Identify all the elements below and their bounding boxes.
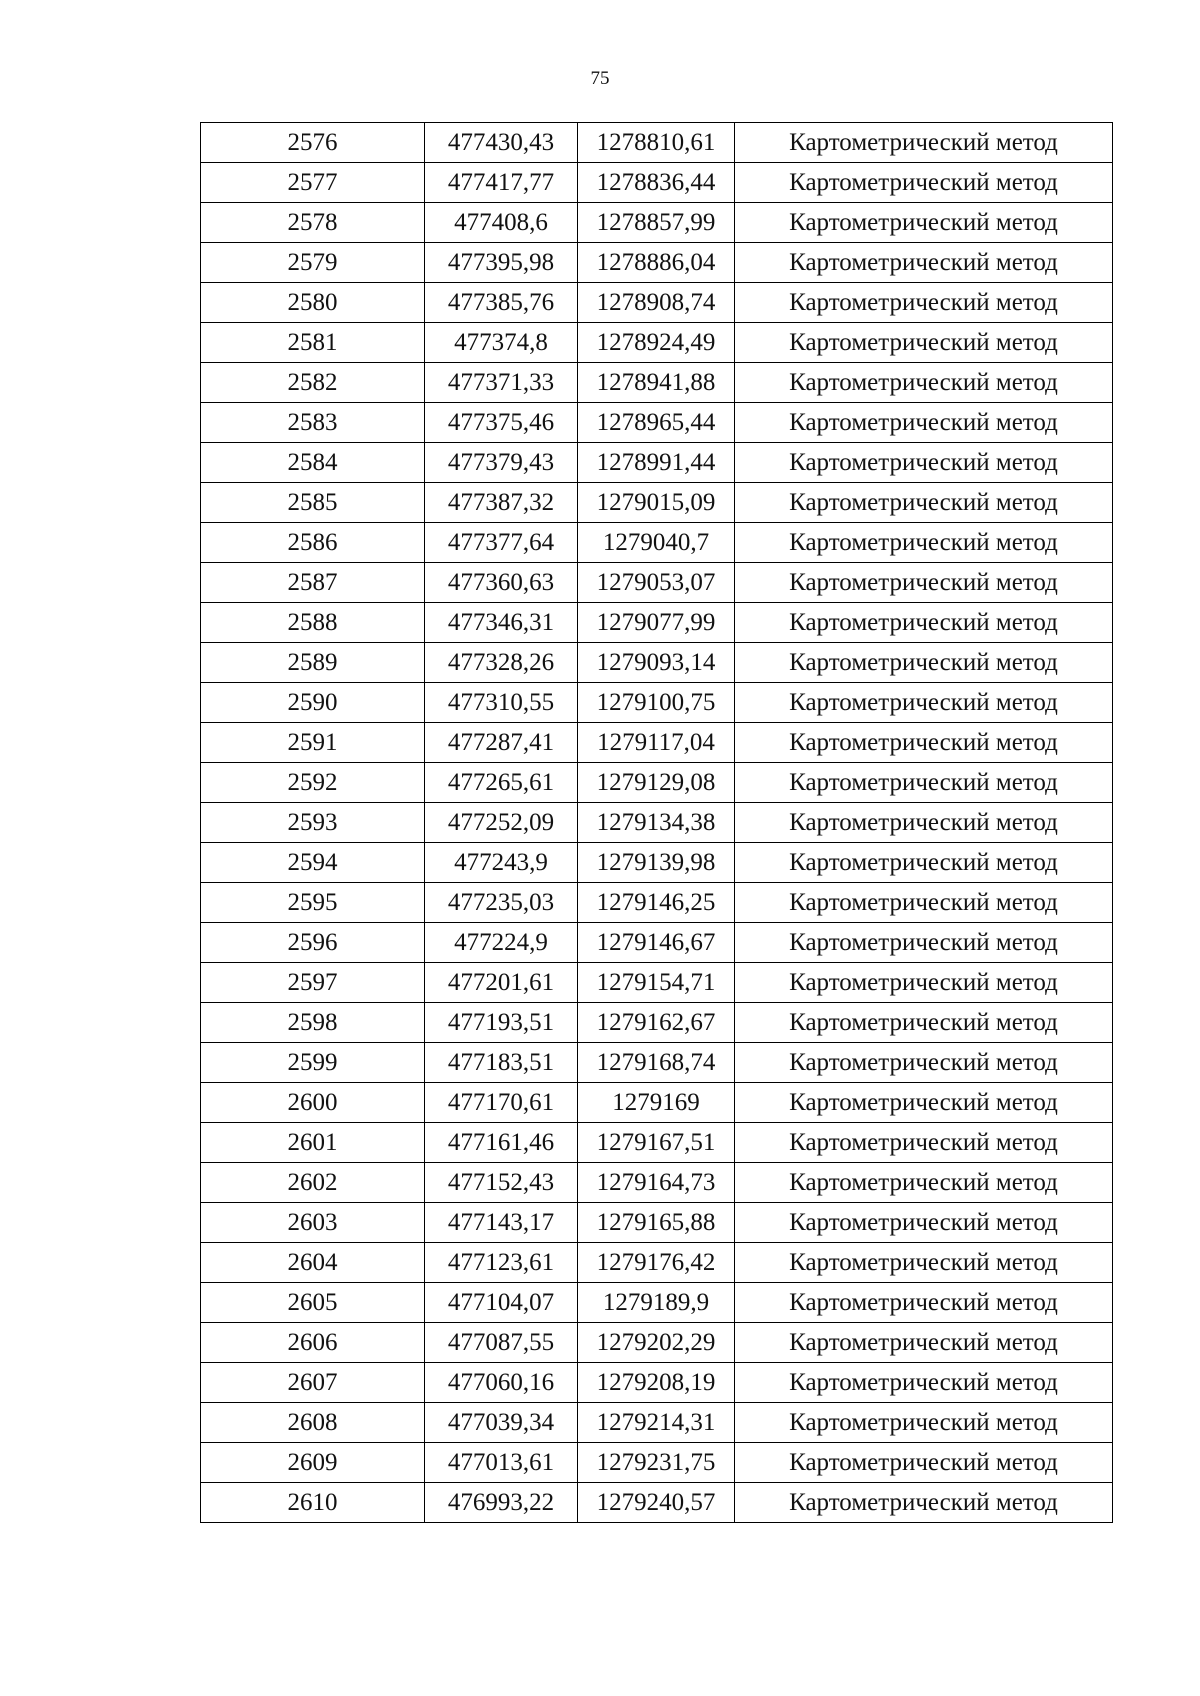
method-cell: Картометрический метод bbox=[735, 283, 1113, 323]
point-number-cell: 2604 bbox=[201, 1243, 425, 1283]
table-row bbox=[201, 483, 1113, 523]
y-coordinate-cell: 1279146,67 bbox=[578, 923, 735, 963]
table-row bbox=[201, 1043, 1113, 1083]
method-cell: Картометрический метод bbox=[735, 443, 1113, 483]
point-number-cell: 2591 bbox=[201, 723, 425, 763]
table-row bbox=[201, 1363, 1113, 1403]
point-number-cell: 2600 bbox=[201, 1083, 425, 1123]
point-number-cell: 2594 bbox=[201, 843, 425, 883]
table-row bbox=[201, 883, 1113, 923]
point-number-cell: 2601 bbox=[201, 1123, 425, 1163]
method-cell: Картометрический метод bbox=[735, 1403, 1113, 1443]
method-cell: Картометрический метод bbox=[735, 1163, 1113, 1203]
x-coordinate-cell: 477060,16 bbox=[425, 1363, 578, 1403]
y-coordinate-cell: 1279240,57 bbox=[578, 1483, 735, 1523]
y-coordinate-cell: 1279015,09 bbox=[578, 483, 735, 523]
method-cell: Картометрический метод bbox=[735, 643, 1113, 683]
point-number-cell: 2583 bbox=[201, 403, 425, 443]
method-cell: Картометрический метод bbox=[735, 1243, 1113, 1283]
point-number-cell: 2593 bbox=[201, 803, 425, 843]
table-row bbox=[201, 363, 1113, 403]
point-number-cell: 2582 bbox=[201, 363, 425, 403]
y-coordinate-cell: 1279134,38 bbox=[578, 803, 735, 843]
y-coordinate-cell: 1279214,31 bbox=[578, 1403, 735, 1443]
method-cell: Картометрический метод bbox=[735, 323, 1113, 363]
x-coordinate-cell: 477170,61 bbox=[425, 1083, 578, 1123]
y-coordinate-cell: 1279162,67 bbox=[578, 1003, 735, 1043]
method-cell: Картометрический метод bbox=[735, 963, 1113, 1003]
table-row bbox=[201, 643, 1113, 683]
method-cell: Картометрический метод bbox=[735, 243, 1113, 283]
x-coordinate-cell: 477193,51 bbox=[425, 1003, 578, 1043]
table-row bbox=[201, 1203, 1113, 1243]
method-cell: Картометрический метод bbox=[735, 1323, 1113, 1363]
y-coordinate-cell: 1279117,04 bbox=[578, 723, 735, 763]
table-row bbox=[201, 163, 1113, 203]
y-coordinate-cell: 1278836,44 bbox=[578, 163, 735, 203]
method-cell: Картометрический метод bbox=[735, 763, 1113, 803]
table-row bbox=[201, 843, 1113, 883]
x-coordinate-cell: 477360,63 bbox=[425, 563, 578, 603]
table-row bbox=[201, 1003, 1113, 1043]
table-row bbox=[201, 763, 1113, 803]
y-coordinate-cell: 1279093,14 bbox=[578, 643, 735, 683]
y-coordinate-cell: 1278941,88 bbox=[578, 363, 735, 403]
y-coordinate-cell: 1278886,04 bbox=[578, 243, 735, 283]
y-coordinate-cell: 1279053,07 bbox=[578, 563, 735, 603]
table-row bbox=[201, 723, 1113, 763]
x-coordinate-cell: 477087,55 bbox=[425, 1323, 578, 1363]
method-cell: Картометрический метод bbox=[735, 803, 1113, 843]
method-cell: Картометрический метод bbox=[735, 1483, 1113, 1523]
point-number-cell: 2584 bbox=[201, 443, 425, 483]
table-row bbox=[201, 1443, 1113, 1483]
point-number-cell: 2609 bbox=[201, 1443, 425, 1483]
y-coordinate-cell: 1279176,42 bbox=[578, 1243, 735, 1283]
method-cell: Картометрический метод bbox=[735, 363, 1113, 403]
table-row bbox=[201, 683, 1113, 723]
x-coordinate-cell: 477265,61 bbox=[425, 763, 578, 803]
table-row bbox=[201, 403, 1113, 443]
point-number-cell: 2577 bbox=[201, 163, 425, 203]
method-cell: Картометрический метод bbox=[735, 1203, 1113, 1243]
point-number-cell: 2588 bbox=[201, 603, 425, 643]
table-row bbox=[201, 803, 1113, 843]
x-coordinate-cell: 477243,9 bbox=[425, 843, 578, 883]
method-cell: Картометрический метод bbox=[735, 923, 1113, 963]
x-coordinate-cell: 477183,51 bbox=[425, 1043, 578, 1083]
x-coordinate-cell: 477379,43 bbox=[425, 443, 578, 483]
y-coordinate-cell: 1278908,74 bbox=[578, 283, 735, 323]
table-row bbox=[201, 523, 1113, 563]
method-cell: Картометрический метод bbox=[735, 883, 1113, 923]
y-coordinate-cell: 1279146,25 bbox=[578, 883, 735, 923]
y-coordinate-cell: 1278857,99 bbox=[578, 203, 735, 243]
x-coordinate-cell: 477385,76 bbox=[425, 283, 578, 323]
x-coordinate-cell: 476993,22 bbox=[425, 1483, 578, 1523]
point-number-cell: 2586 bbox=[201, 523, 425, 563]
point-number-cell: 2595 bbox=[201, 883, 425, 923]
method-cell: Картометрический метод bbox=[735, 1123, 1113, 1163]
x-coordinate-cell: 477346,31 bbox=[425, 603, 578, 643]
point-number-cell: 2605 bbox=[201, 1283, 425, 1323]
table-row bbox=[201, 203, 1113, 243]
x-coordinate-cell: 477430,43 bbox=[425, 123, 578, 163]
table-row bbox=[201, 1283, 1113, 1323]
point-number-cell: 2610 bbox=[201, 1483, 425, 1523]
method-cell: Картометрический метод bbox=[735, 1443, 1113, 1483]
point-number-cell: 2598 bbox=[201, 1003, 425, 1043]
point-number-cell: 2576 bbox=[201, 123, 425, 163]
table-row bbox=[201, 923, 1113, 963]
x-coordinate-cell: 477287,41 bbox=[425, 723, 578, 763]
y-coordinate-cell: 1279165,88 bbox=[578, 1203, 735, 1243]
y-coordinate-cell: 1279169 bbox=[578, 1083, 735, 1123]
table-row bbox=[201, 1323, 1113, 1363]
point-number-cell: 2606 bbox=[201, 1323, 425, 1363]
x-coordinate-cell: 477374,8 bbox=[425, 323, 578, 363]
x-coordinate-cell: 477387,32 bbox=[425, 483, 578, 523]
x-coordinate-cell: 477039,34 bbox=[425, 1403, 578, 1443]
table-row bbox=[201, 563, 1113, 603]
point-number-cell: 2592 bbox=[201, 763, 425, 803]
table-row bbox=[201, 123, 1113, 163]
x-coordinate-cell: 477377,64 bbox=[425, 523, 578, 563]
method-cell: Картометрический метод bbox=[735, 523, 1113, 563]
point-number-cell: 2580 bbox=[201, 283, 425, 323]
x-coordinate-cell: 477417,77 bbox=[425, 163, 578, 203]
table-row bbox=[201, 323, 1113, 363]
method-cell: Картометрический метод bbox=[735, 1283, 1113, 1323]
y-coordinate-cell: 1279100,75 bbox=[578, 683, 735, 723]
point-number-cell: 2603 bbox=[201, 1203, 425, 1243]
point-number-cell: 2599 bbox=[201, 1043, 425, 1083]
method-cell: Картометрический метод bbox=[735, 163, 1113, 203]
method-cell: Картометрический метод bbox=[735, 123, 1113, 163]
x-coordinate-cell: 477152,43 bbox=[425, 1163, 578, 1203]
y-coordinate-cell: 1278991,44 bbox=[578, 443, 735, 483]
table-row bbox=[201, 283, 1113, 323]
method-cell: Картометрический метод bbox=[735, 843, 1113, 883]
x-coordinate-cell: 477143,17 bbox=[425, 1203, 578, 1243]
x-coordinate-cell: 477235,03 bbox=[425, 883, 578, 923]
coordinates-table bbox=[200, 122, 1113, 1523]
method-cell: Картометрический метод bbox=[735, 1003, 1113, 1043]
table-row bbox=[201, 1403, 1113, 1443]
y-coordinate-cell: 1279040,7 bbox=[578, 523, 735, 563]
point-number-cell: 2589 bbox=[201, 643, 425, 683]
table-row bbox=[201, 1123, 1113, 1163]
method-cell: Картометрический метод bbox=[735, 683, 1113, 723]
x-coordinate-cell: 477161,46 bbox=[425, 1123, 578, 1163]
point-number-cell: 2585 bbox=[201, 483, 425, 523]
y-coordinate-cell: 1278924,49 bbox=[578, 323, 735, 363]
method-cell: Картометрический метод bbox=[735, 1043, 1113, 1083]
method-cell: Картометрический метод bbox=[735, 563, 1113, 603]
x-coordinate-cell: 477123,61 bbox=[425, 1243, 578, 1283]
table-row bbox=[201, 243, 1113, 283]
method-cell: Картометрический метод bbox=[735, 483, 1113, 523]
x-coordinate-cell: 477408,6 bbox=[425, 203, 578, 243]
x-coordinate-cell: 477201,61 bbox=[425, 963, 578, 1003]
point-number-cell: 2581 bbox=[201, 323, 425, 363]
y-coordinate-cell: 1279231,75 bbox=[578, 1443, 735, 1483]
table-row bbox=[201, 1483, 1113, 1523]
y-coordinate-cell: 1279168,74 bbox=[578, 1043, 735, 1083]
point-number-cell: 2596 bbox=[201, 923, 425, 963]
method-cell: Картометрический метод bbox=[735, 1083, 1113, 1123]
y-coordinate-cell: 1279154,71 bbox=[578, 963, 735, 1003]
y-coordinate-cell: 1279129,08 bbox=[578, 763, 735, 803]
y-coordinate-cell: 1279139,98 bbox=[578, 843, 735, 883]
x-coordinate-cell: 477013,61 bbox=[425, 1443, 578, 1483]
table-row bbox=[201, 1083, 1113, 1123]
y-coordinate-cell: 1279164,73 bbox=[578, 1163, 735, 1203]
y-coordinate-cell: 1278965,44 bbox=[578, 403, 735, 443]
method-cell: Картометрический метод bbox=[735, 403, 1113, 443]
y-coordinate-cell: 1278810,61 bbox=[578, 123, 735, 163]
x-coordinate-cell: 477224,9 bbox=[425, 923, 578, 963]
y-coordinate-cell: 1279077,99 bbox=[578, 603, 735, 643]
method-cell: Картометрический метод bbox=[735, 603, 1113, 643]
table-row bbox=[201, 963, 1113, 1003]
y-coordinate-cell: 1279208,19 bbox=[578, 1363, 735, 1403]
x-coordinate-cell: 477395,98 bbox=[425, 243, 578, 283]
table-row bbox=[201, 443, 1113, 483]
y-coordinate-cell: 1279202,29 bbox=[578, 1323, 735, 1363]
y-coordinate-cell: 1279189,9 bbox=[578, 1283, 735, 1323]
x-coordinate-cell: 477328,26 bbox=[425, 643, 578, 683]
x-coordinate-cell: 477371,33 bbox=[425, 363, 578, 403]
x-coordinate-cell: 477310,55 bbox=[425, 683, 578, 723]
point-number-cell: 2579 bbox=[201, 243, 425, 283]
y-coordinate-cell: 1279167,51 bbox=[578, 1123, 735, 1163]
table-row bbox=[201, 1163, 1113, 1203]
table-row bbox=[201, 1243, 1113, 1283]
point-number-cell: 2607 bbox=[201, 1363, 425, 1403]
point-number-cell: 2597 bbox=[201, 963, 425, 1003]
point-number-cell: 2602 bbox=[201, 1163, 425, 1203]
point-number-cell: 2578 bbox=[201, 203, 425, 243]
page-number: 75 bbox=[590, 68, 610, 89]
x-coordinate-cell: 477375,46 bbox=[425, 403, 578, 443]
coordinates-table-body bbox=[201, 123, 1113, 1523]
x-coordinate-cell: 477252,09 bbox=[425, 803, 578, 843]
x-coordinate-cell: 477104,07 bbox=[425, 1283, 578, 1323]
point-number-cell: 2608 bbox=[201, 1403, 425, 1443]
point-number-cell: 2587 bbox=[201, 563, 425, 603]
point-number-cell: 2590 bbox=[201, 683, 425, 723]
method-cell: Картометрический метод bbox=[735, 1363, 1113, 1403]
method-cell: Картометрический метод bbox=[735, 723, 1113, 763]
method-cell: Картометрический метод bbox=[735, 203, 1113, 243]
table-row bbox=[201, 603, 1113, 643]
